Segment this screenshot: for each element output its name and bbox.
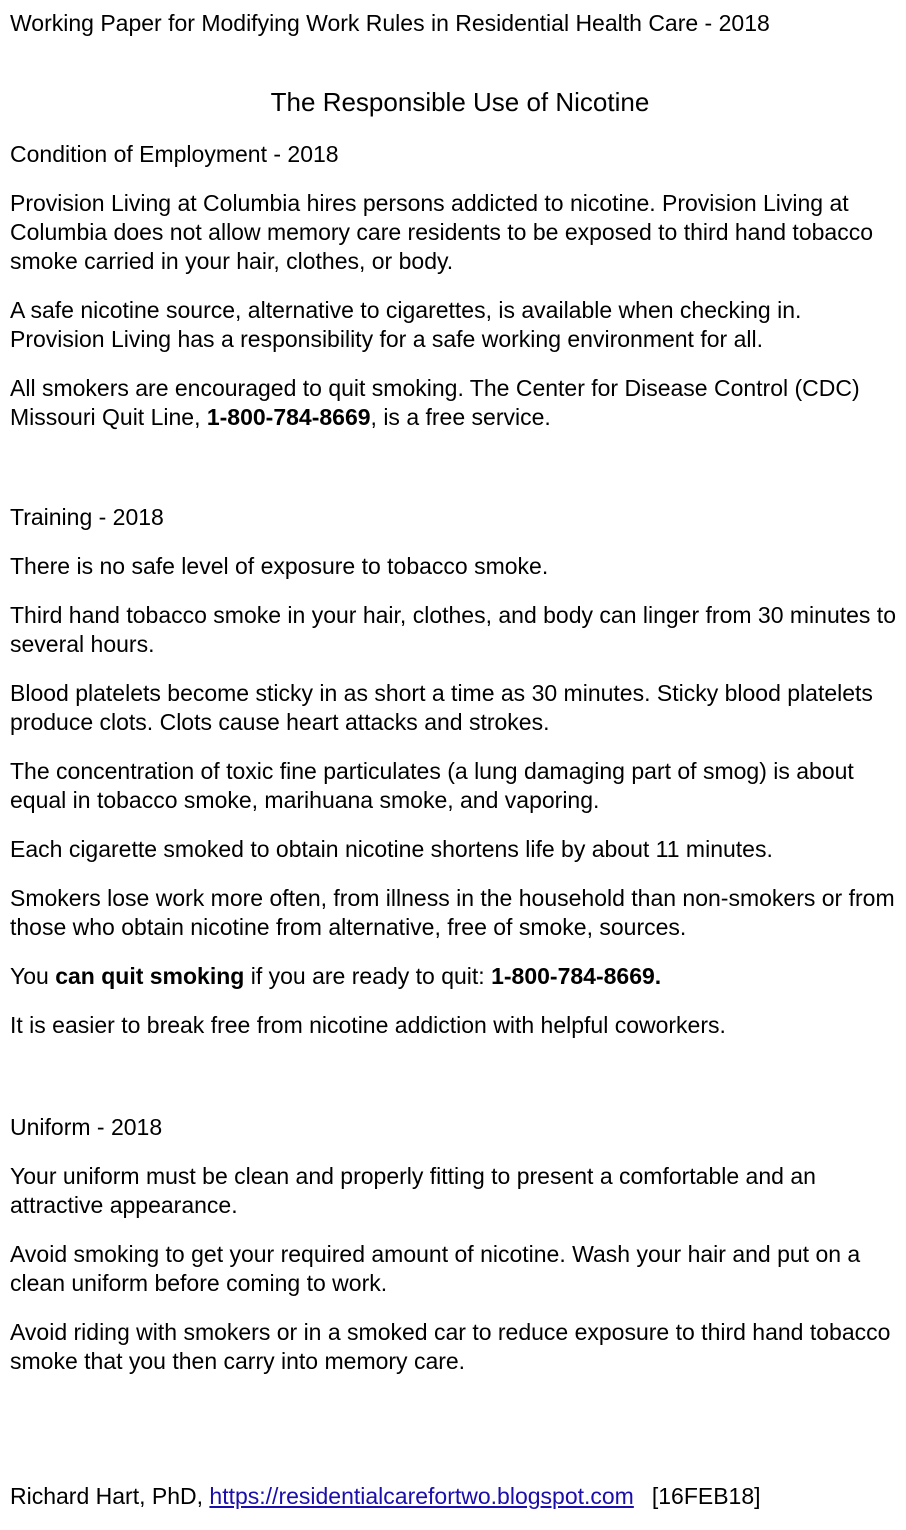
paragraph: Smokers lose work more often, from illness in the household than non-smokers or from those who obtain nicotine from alternative, free of smoke, sources. [10,885,895,940]
section-heading: Uniform - 2018 [10,1114,163,1140]
section-heading: Condition of Employment - 2018 [10,141,339,167]
working-paper-header: Working Paper for Modifying Work Rules in Residential Health Care - 2018 [10,10,770,36]
paragraph: Blood platelets become sticky in as short a time as 30 minutes. Sticky blood platelets produce clots. Clots cause heart attacks and strokes. [10,680,873,735]
quit-line-phone: 1-800-784-8669 [206,404,371,430]
section-training [10,503,900,1060]
paragraph: There is no safe level of exposure to tobacco smoke. [10,553,549,579]
section-condition-of-employment [10,140,900,452]
paragraph-can-quit [10,962,900,991]
paragraph: Each cigarette smoked to obtain nicotine shortens life by about 11 minutes. [10,836,773,862]
paragraph-text: You [10,963,56,989]
section-uniform [10,1113,900,1396]
paragraph-quit-line [10,374,900,432]
paragraph-text: All smokers are encouraged to quit smoking. The Center for Disease Control (CDC) Missouri Quit Line, [10,375,860,430]
paragraph: Third hand tobacco smoke in your hair, clothes, and body can linger from 30 minutes to several hours. [10,602,896,657]
paragraph: The concentration of toxic fine particulates (a lung damaging part of smog) is about equal in tobacco smoke, marihuana smoke, and vaporing. [10,758,854,813]
paragraph: Provision Living at Columbia hires persons addicted to nicotine. Provision Living at Columbia does not allow memory care residents to be exposed to third hand tobacco smoke carried in your hair, clothes, or body. [10,190,873,274]
author-footer [10,1482,761,1511]
can-quit-emphasis: can quit smoking [55,963,245,989]
paragraph: It is easier to break free from nicotine addiction with helpful coworkers. [10,1012,726,1038]
paragraph: Avoid riding with smokers or in a smoked car to reduce exposure to third hand tobacco smoke that you then carry into memory care. [10,1319,891,1374]
paragraph: Your uniform must be clean and properly fitting to present a comfortable and an attractive appearance. [10,1163,816,1218]
paragraph: Avoid smoking to get your required amount of nicotine. Wash your hair and put on a clean uniform before coming to work. [10,1241,861,1296]
quit-line-phone: 1-800-784-8669. [491,963,662,989]
paragraph-text: if you are ready to quit: [244,963,492,989]
paragraph: A safe nicotine source, alternative to cigarettes, is available when checking in. Provision Living has a responsibility for a safe working environment for all. [10,297,802,352]
document-title: The Responsible Use of Nicotine [270,87,650,117]
blog-link[interactable]: https://residentialcarefortwo.blogspot.com [209,1483,634,1509]
paragraph-text: , is a free service. [370,404,551,430]
author-name: Richard Hart, PhD, [10,1483,210,1509]
date-code: [16FEB18] [651,1483,761,1509]
section-heading: Training - 2018 [10,504,164,530]
